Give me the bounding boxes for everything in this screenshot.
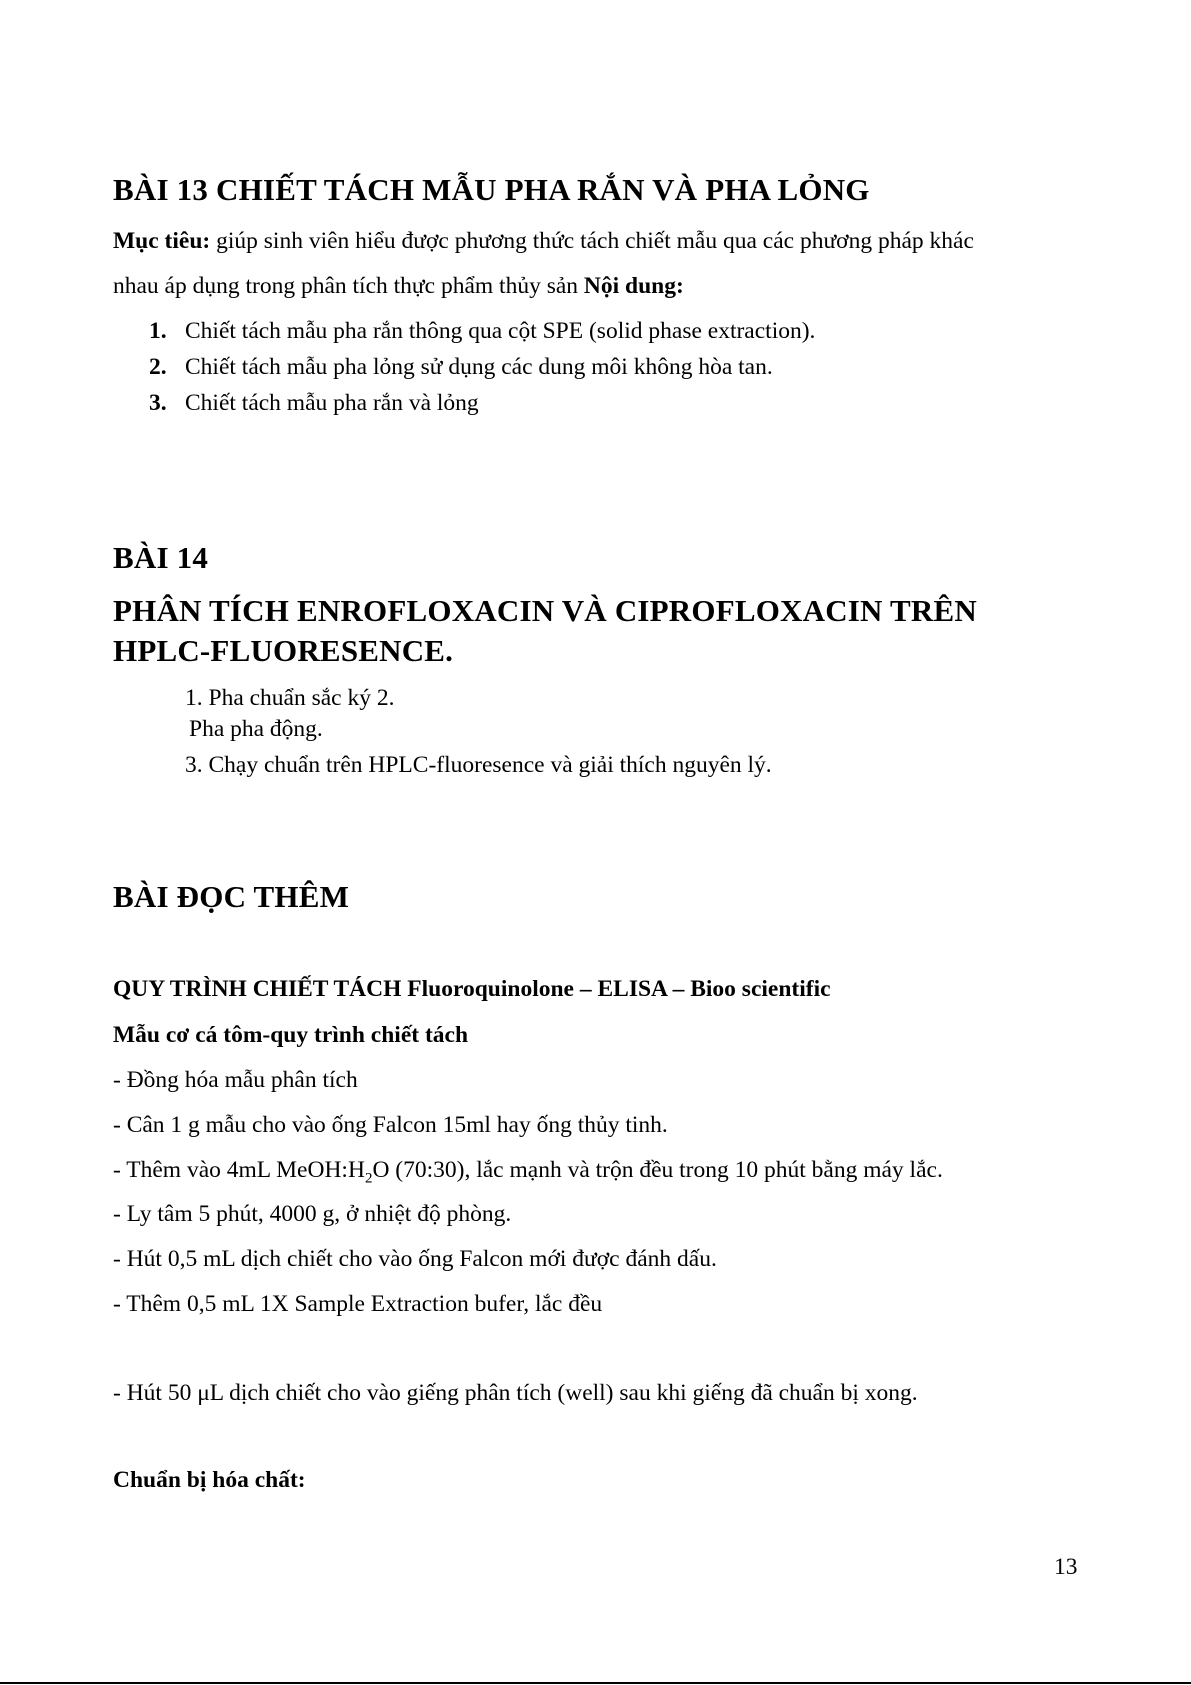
- lesson14-title-number: BÀI 14: [113, 540, 209, 575]
- lesson13-title: BÀI 13 CHIẾT TÁCH MẪU PHA RẮN VÀ PHA LỎNG: [113, 172, 870, 207]
- lesson14-item: 1. Pha chuẩn sắc ký 2.: [185, 685, 395, 711]
- procedure-step: - Hút 50 μL dịch chiết cho vào giếng phân tích (well) sau khi giếng đã chuẩn bị xong.: [113, 1380, 918, 1406]
- reading-title: BÀI ĐỌC THÊM: [113, 879, 350, 914]
- procedure-step: - Hút 0,5 mL dịch chiết cho vào ống Falcon mới được đánh dấu.: [113, 1246, 717, 1272]
- objective-text-line2: nhau áp dụng trong phân tích thực phẩm thủy sản: [113, 273, 584, 299]
- item-number: 3.: [149, 390, 167, 416]
- lesson13-item: [149, 318, 815, 345]
- procedure-step: - Ly tâm 5 phút, 4000 g, ở nhiệt độ phòng.: [113, 1201, 512, 1227]
- lesson14-item: 3. Chạy chuẩn trên HPLC-fluoresence và giải thích nguyên lý.: [185, 752, 772, 778]
- item-text: Chiết tách mẫu pha rắn thông qua cột SPE (solid phase extraction).: [185, 318, 816, 344]
- objective-text-line1: giúp sinh viên hiểu được phương thức tách chiết mẫu qua các phương pháp khác: [210, 228, 974, 254]
- subscript-2: 2: [364, 1170, 373, 1187]
- content-label: Nội dung:: [583, 273, 684, 299]
- page-number: 13: [1054, 1554, 1078, 1580]
- page-bottom-rule: [0, 1682, 1191, 1684]
- objective-label: Mục tiêu:: [113, 228, 211, 254]
- step-text: - Thêm vào 4mL MeOH:H: [113, 1157, 365, 1183]
- lesson14-title: PHÂN TÍCH ENROFLOXACIN VÀ CIPROFLOXACIN TRÊN: [113, 593, 977, 628]
- procedure-step: - Cân 1 g mẫu cho vào ống Falcon 15ml hay ống thủy tinh.: [113, 1112, 668, 1138]
- procedure-step: - Đồng hóa mẫu phân tích: [113, 1067, 358, 1093]
- lesson14-title-cont: HPLC-FLUORESENCE.: [113, 633, 454, 668]
- procedure-step: - Thêm 0,5 mL 1X Sample Extraction bufer, lắc đều: [113, 1291, 603, 1317]
- lesson13-objective-line1: [113, 228, 974, 255]
- lesson13-item: [149, 354, 773, 381]
- lesson13-objective-line2: [113, 273, 684, 300]
- chemicals-title: Chuẩn bị hóa chất:: [113, 1467, 306, 1493]
- item-text: Chiết tách mẫu pha lỏng sử dụng các dung môi không hòa tan.: [185, 354, 773, 380]
- item-number: 2.: [149, 354, 167, 380]
- procedure-step: [113, 1157, 943, 1188]
- lesson13-item: [149, 390, 479, 417]
- lesson14-item: Pha pha động.: [189, 716, 323, 742]
- sample-title: Mẫu cơ cá tôm-quy trình chiết tách: [113, 1022, 469, 1048]
- procedure-title: QUY TRÌNH CHIẾT TÁCH Fluoroquinolone – ELISA – Bioo scientific: [113, 976, 831, 1002]
- item-number: 1.: [149, 318, 167, 344]
- step-text: O (70:30), lắc mạnh và trộn đều trong 10 phút bằng máy lắc.: [372, 1157, 943, 1183]
- item-text: Chiết tách mẫu pha rắn và lỏng: [185, 390, 479, 416]
